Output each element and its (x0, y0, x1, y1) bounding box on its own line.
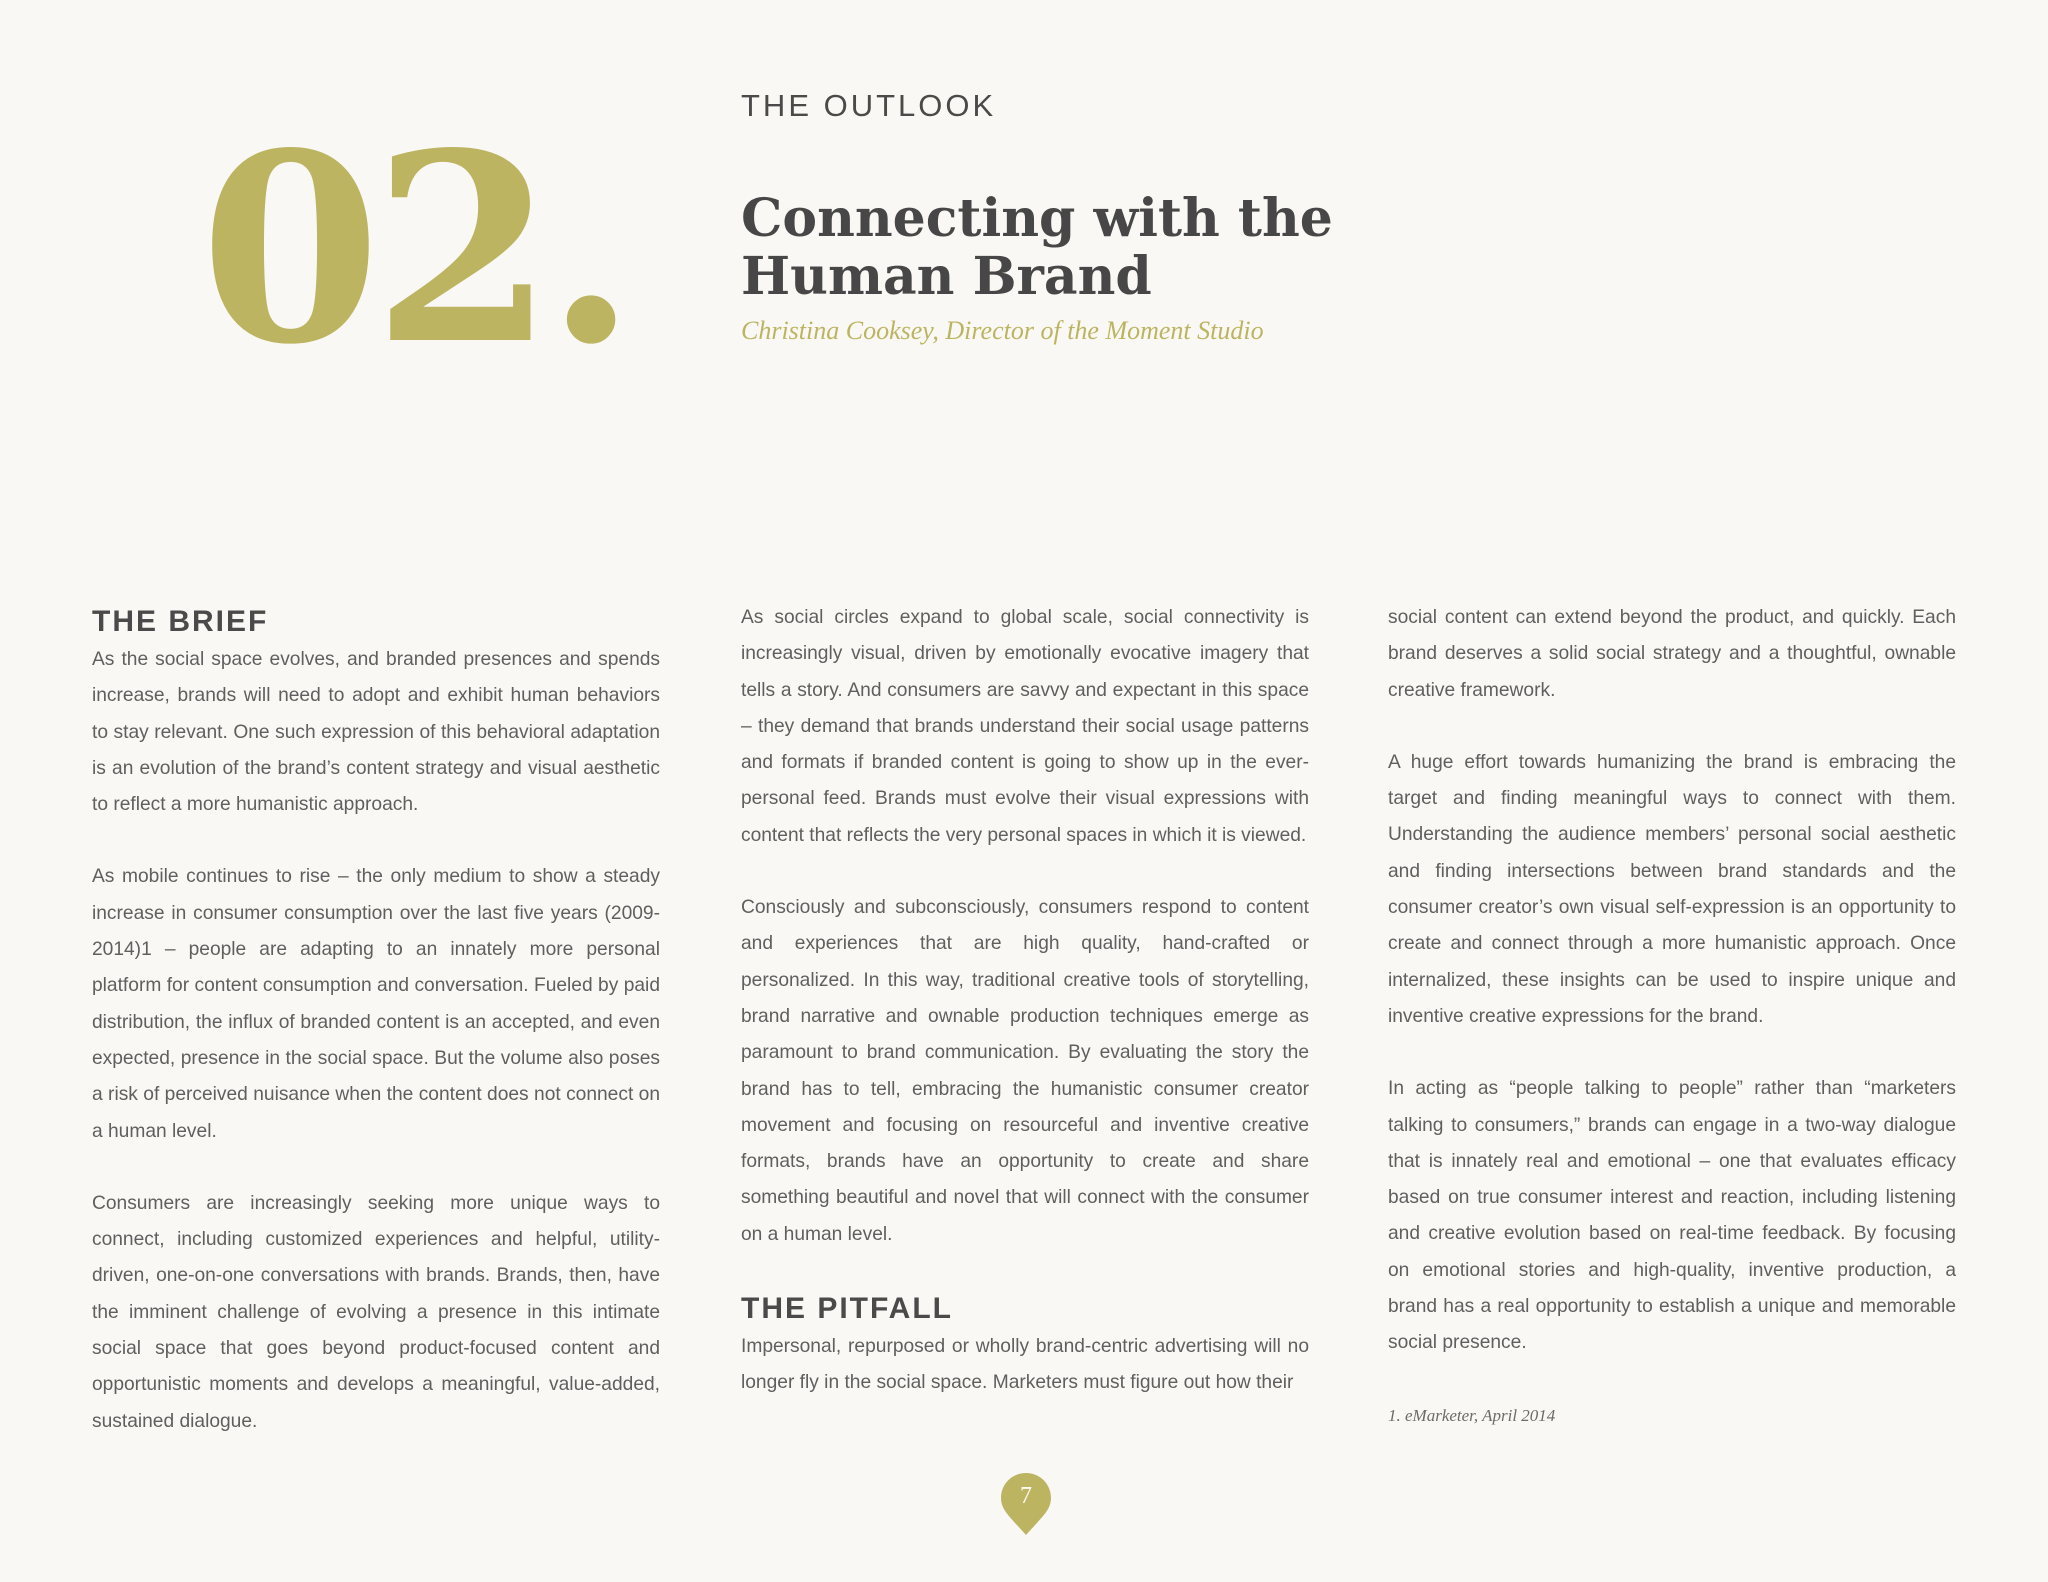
brief-paragraph-2: As mobile continues to rise – the only medium to show a steady increase in consumer consumption over the last five years (2009-2014)1 – people are adapting to an innately more personal platform for content consumption and conversation. Fueled by paid distribution, the influx of branded content is an accepted, and even expected, presence in the social space. But the volume also poses a risk of perceived nuisance when the content does not connect on a human level. (92, 866, 660, 1142)
middle-paragraph-1: As social circles expand to global scale, social connectivity is increasingly visual, driven by emotionally evocative imagery that tells a story. And consumers are savvy and expectant in this space – they demand that brands understand their social usage patterns and formats if branded content is going to show up in the ever-personal feed. Brands must evolve their visual expressions with content that reflects the very personal spaces in which it is viewed. (741, 607, 1309, 846)
page-number: 7 (1020, 1483, 1032, 1509)
right-paragraph-1: social content can extend beyond the product, and quickly. Each brand deserves a solid social strategy and a thoughtful, ownable creative framework. (1388, 607, 1956, 701)
middle-paragraph-2: Consciously and subconsciously, consumers respond to content and experiences that are high quality, hand-crafted or personalized. In this way, traditional creative tools of storytelling, brand narrative and ownable production techniques emerge as paramount to brand communication. By evaluating the story the brand has to tell, embracing the humanistic consumer creator movement and focusing on resourceful and inventive creative formats, brands have an opportunity to create and share something beautiful and novel that will connect with the consumer on a human level. (741, 897, 1309, 1245)
column-right (1388, 600, 1956, 1470)
title-line-1: Connecting with the (741, 188, 1333, 249)
pitfall-heading: THE PITFALL (741, 1292, 953, 1326)
author-byline: Christina Cooksey, Director of the Moment Studio (741, 316, 1264, 345)
article-title (741, 190, 1333, 306)
brief-paragraph-1: As the social space evolves, and branded presences and spends increase, brands will need to adopt and exhibit human behaviors to stay relevant. One such expression of this behavioral adaptation is an evolution of the brand’s content strategy and visual aesthetic to reflect a more humanistic approach. (92, 649, 660, 816)
section-kicker: THE OUTLOOK (741, 88, 997, 123)
brief-paragraph-3: Consumers are increasingly seeking more unique ways to connect, including customized experiences and helpful, utility-driven, one-on-one conversations with brands. Brands, then, have the imminent challenge of evolving a presence in this intimate social space that goes beyond product-focused content and opportunistic moments and develops a meaningful, value-added, sustained dialogue. (92, 1192, 660, 1432)
column-left (92, 600, 660, 1476)
footnote: 1. eMarketer, April 2014 (1388, 1405, 1556, 1425)
right-paragraph-2: A huge effort towards humanizing the brand is embracing the target and finding meaningful ways to connect with them. Understanding the audience members’ personal social aesthetic and finding intersections between brand standards and the consumer creator’s own visual self-expression is an opportunity to create and connect through a more humanistic approach. Once internalized, these insights can be used to inspire unique and inventive creative expressions for the brand. (1388, 751, 1956, 1027)
chapter-number: 02. (200, 97, 629, 402)
column-middle (741, 600, 1309, 1438)
right-paragraph-3: In acting as “people talking to people” rather than “marketers talking to consumers,” brands can engage in a two-way dialogue that is innately real and emotional – one that evaluates efficacy based on true consumer interest and reaction, including listening and creative evolution based on real-time feedback. By focusing on emotional stories and high-quality, inventive production, a brand has a real opportunity to establish a unique and memorable social presence. (1388, 1078, 1956, 1354)
pitfall-paragraph-1: Impersonal, repurposed or wholly brand-centric advertising will no longer fly in the social space. Marketers must figure out how their (741, 1336, 1309, 1394)
brief-heading: THE BRIEF (92, 605, 269, 638)
title-line-2: Human Brand (741, 246, 1152, 307)
